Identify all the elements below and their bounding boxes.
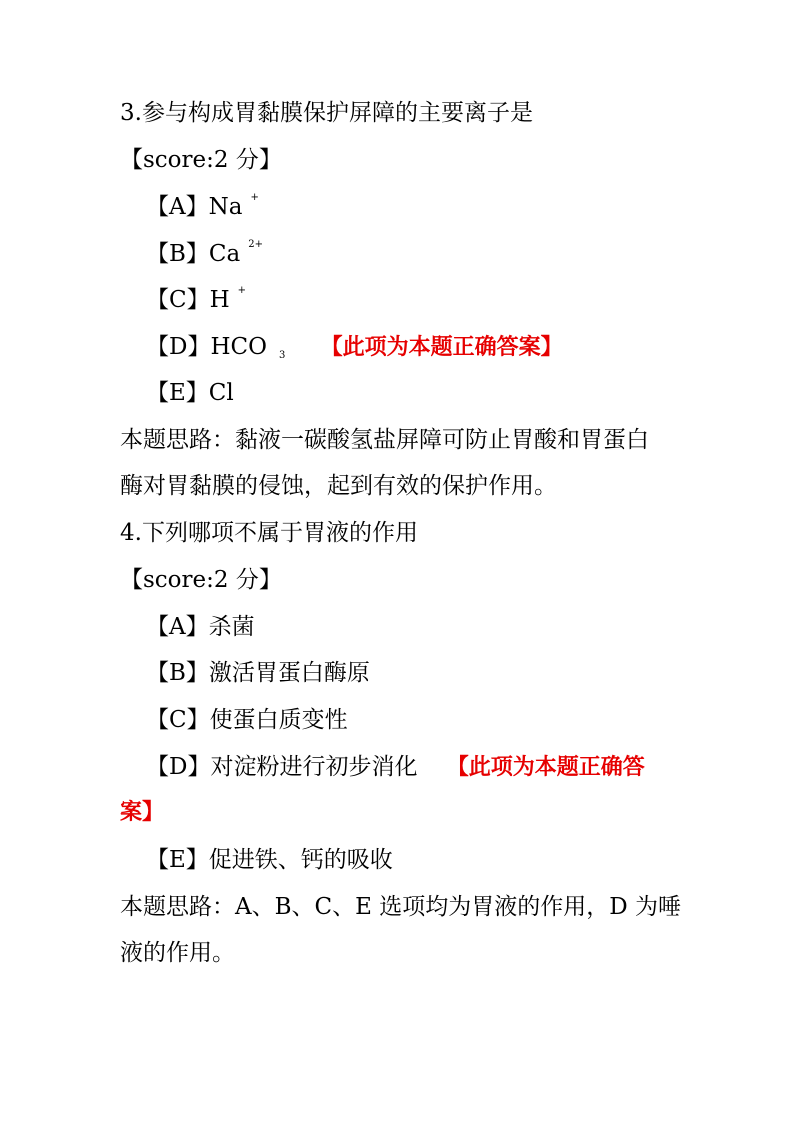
q4-option-a: 【A】杀菌 [146,614,255,640]
q3-option-b-sup: 2+ [248,239,263,250]
q3-title: 3.参与构成胃黏膜保护屏障的主要离子是 [120,100,533,126]
q4-explanation-line1: 本题思路：A、B、C、E 选项均为胃液的作用，D 为唾 [120,894,681,920]
q4-score: 【score:2 分】 [120,567,282,593]
q3-option-a-sup: + [250,192,259,203]
q4-option-e: 【E】促进铁、钙的吸收 [146,847,393,873]
q3-option-b-label: 【B】Ca [146,241,241,267]
q3-option-d [146,332,563,367]
q4-title: 4.下列哪项不属于胃液的作用 [120,520,418,546]
q4-explanation-line2: 液的作用。 [120,940,235,966]
q4-option-c: 【C】使蛋白质变性 [146,707,348,733]
q3-option-e: 【E】Cl [146,380,234,406]
q4-option-b: 【B】激活胃蛋白酶原 [146,660,370,686]
q3-option-d-label: 【D】HCO [146,334,267,360]
q3-score: 【score:2 分】 [120,147,282,173]
q3-option-c-label: 【C】H [146,287,230,313]
q3-explanation-line2: 酶对胃黏膜的侵蚀，起到有效的保护作用。 [120,473,557,499]
q4-option-d [146,752,645,783]
q3-option-c-sup: + [237,285,247,296]
q3-option-a-label: 【A】Na [146,194,243,220]
q3-option-d-sub: 3 [278,350,286,361]
q3-option-a [146,192,259,227]
q4-correct-answer-marker-wrap: 案】 [120,800,165,825]
q3-explanation-line1: 本题思路：黏液一碳酸氢盐屏障可防止胃酸和胃蛋白 [120,427,649,453]
q4-correct-answer-marker: 【此项为本题正确答 [446,755,645,780]
q4-option-d-label: 【D】对淀粉进行初步消化 [146,754,418,780]
q3-option-c [146,285,246,320]
q3-correct-answer-marker: 【此项为本题正确答案】 [320,335,563,360]
q3-option-b [146,239,263,274]
